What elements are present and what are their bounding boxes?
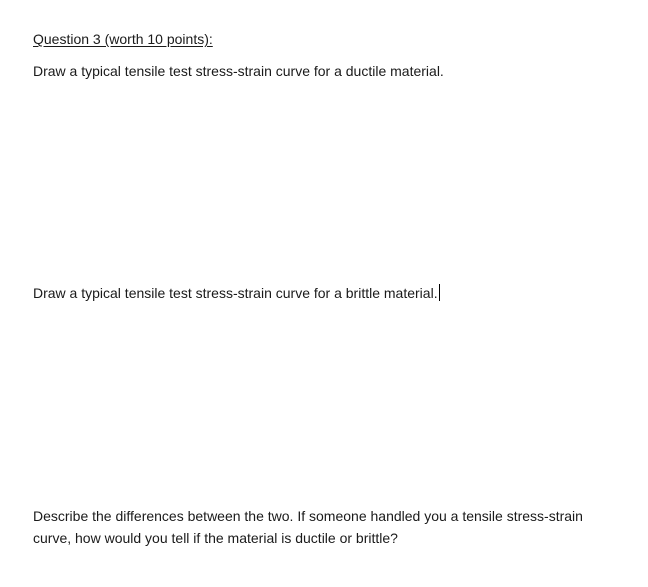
prompt-ductile: Draw a typical tensile test stress-strain curve for a ductile material. [33,63,444,79]
prompt-brittle-line[interactable] [33,282,440,305]
question-heading: Question 3 (worth 10 points): [33,31,213,47]
prompt-brittle: Draw a typical tensile test stress-strain curve for a brittle material. [33,285,438,301]
prompt-describe-line1: Describe the differences between the two. If someone handled you a tensile stress-strain [33,508,583,524]
prompt-describe-line2: curve, how would you tell if the material is ductile or brittle? [33,530,398,546]
text-cursor [439,284,440,301]
